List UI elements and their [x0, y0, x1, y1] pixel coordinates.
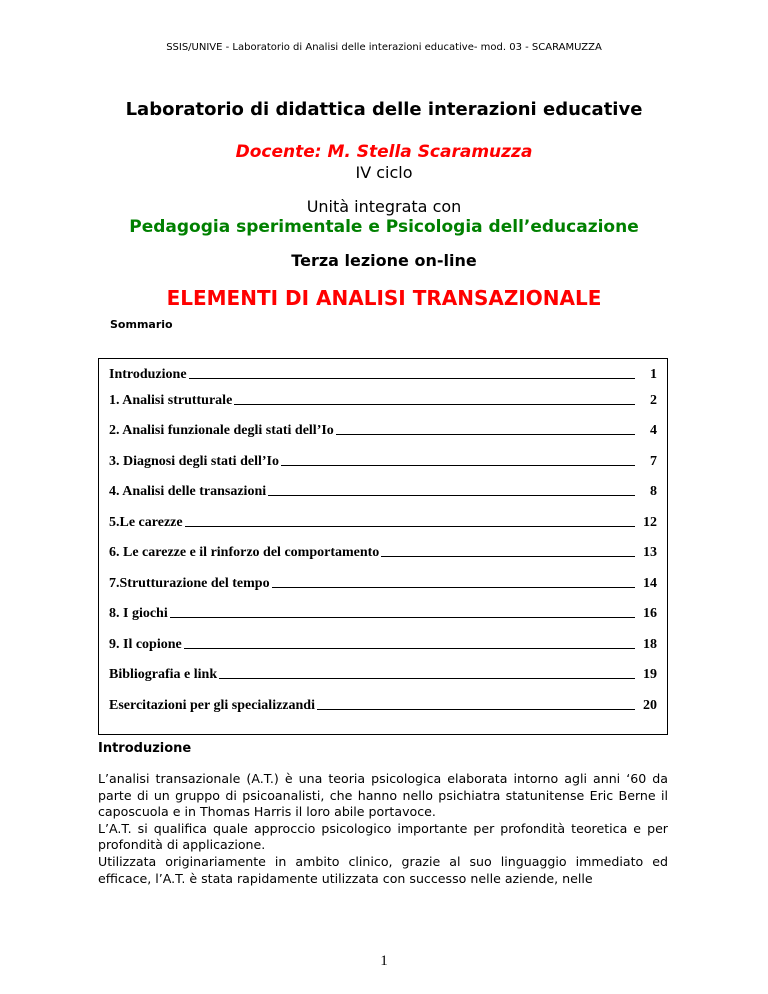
toc-entry[interactable]	[109, 572, 657, 592]
toc-entry-label: 8. I giochi	[109, 606, 168, 621]
toc-entry[interactable]	[109, 511, 657, 531]
docente-line: Docente: M. Stella Scaramuzza	[235, 142, 533, 162]
toc-entry-page: 8	[650, 484, 657, 499]
toc-entry[interactable]	[109, 419, 657, 439]
ciclo-line: IV ciclo	[355, 163, 413, 182]
running-header: SSIS/UNIVE - Laboratorio di Analisi delle interazioni educative- mod. 03 - SCARAMUZZA	[166, 42, 602, 53]
toc-entry-label: 1. Analisi strutturale	[109, 393, 233, 408]
toc-entry-label: 5.Le carezze	[109, 515, 183, 530]
toc-entry[interactable]	[109, 663, 657, 683]
toc-leader-line	[184, 648, 635, 649]
toc-entry[interactable]	[109, 480, 657, 500]
main-heading: ELEMENTI DI ANALISI TRANSAZIONALE	[166, 286, 602, 310]
toc-entry-page: 18	[643, 637, 657, 652]
toc-entry-page: 16	[643, 606, 657, 621]
page-number: 1	[380, 953, 388, 969]
toc-entry-page: 2	[650, 393, 657, 408]
toc-entry[interactable]	[109, 602, 657, 622]
toc-entry-label: 6. Le carezze e il rinforzo del comportamento	[109, 545, 380, 560]
toc-entry-label: Introduzione	[109, 367, 187, 382]
toc-leader-line	[170, 617, 635, 618]
lezione-title: Terza lezione on-line	[291, 251, 477, 270]
toc-leader-line	[272, 587, 635, 588]
toc-leader-line	[219, 678, 635, 679]
toc-entry-label: 7.Strutturazione del tempo	[109, 576, 270, 591]
toc-entry[interactable]	[109, 389, 657, 409]
toc-entry-label: 9. Il copione	[109, 637, 182, 652]
toc-entry[interactable]	[109, 450, 657, 470]
toc-entry-page: 1	[650, 367, 657, 382]
toc-leader-line	[268, 495, 635, 496]
section-heading: Introduzione	[98, 741, 192, 756]
toc-entry-page: 4	[650, 423, 657, 438]
intro-body	[98, 771, 668, 887]
toc-entry-label: Esercitazioni per gli specializzandi	[109, 698, 315, 713]
toc-entry-page: 19	[643, 667, 657, 682]
toc-leader-line	[234, 404, 635, 405]
toc-entry-page: 7	[650, 454, 657, 469]
toc-entry[interactable]	[109, 633, 657, 653]
toc-leader-line	[336, 434, 635, 435]
toc-entry[interactable]	[109, 694, 657, 714]
pedagogia-line: Pedagogia sperimentale e Psicologia dell’educazione	[129, 217, 639, 237]
toc-entry-page: 12	[643, 515, 657, 530]
toc-entry-label: 2. Analisi funzionale degli stati dell’Io	[109, 423, 334, 438]
toc-entry[interactable]	[109, 541, 657, 561]
toc-entry-label: 3. Diagnosi degli stati dell’Io	[109, 454, 279, 469]
toc-leader-line	[281, 465, 635, 466]
toc-leader-line	[381, 556, 635, 557]
toc-entry-page: 14	[643, 576, 657, 591]
sommario-label: Sommario	[110, 318, 173, 331]
paragraph: L’analisi transazionale (A.T.) è una teoria psicologica elaborata intorno agli anni ‘60 da parte di un gruppo di psicoanalisti, che hanno nello psichiatra statunitense Eric Berne il caposcuola e in Thomas Harris il loro abile portavoce.	[98, 771, 668, 820]
toc-entry-label: Bibliografia e link	[109, 667, 218, 682]
toc-leader-line	[189, 378, 635, 379]
document-title: Laboratorio di didattica delle interazioni educative	[125, 99, 643, 120]
paragraph: L’A.T. si qualifica quale approccio psicologico importante per profondità teoretica e per profondità di applicazione.	[98, 820, 668, 853]
toc-entry[interactable]	[109, 363, 657, 383]
toc-leader-line	[185, 526, 635, 527]
paragraph: Utilizzata originariamente in ambito clinico, grazie al suo linguaggio immediato ed efficace, l’A.T. è stata rapidamente utilizzata con successo nelle aziende, nelle	[98, 853, 668, 886]
toc-entry-page: 13	[643, 545, 657, 560]
table-of-contents	[98, 358, 668, 735]
toc-entry-label: 4. Analisi delle transazioni	[109, 484, 267, 499]
toc-leader-line	[317, 709, 635, 710]
unita-line: Unità integrata con	[306, 197, 462, 216]
toc-entry-page: 20	[643, 698, 657, 713]
